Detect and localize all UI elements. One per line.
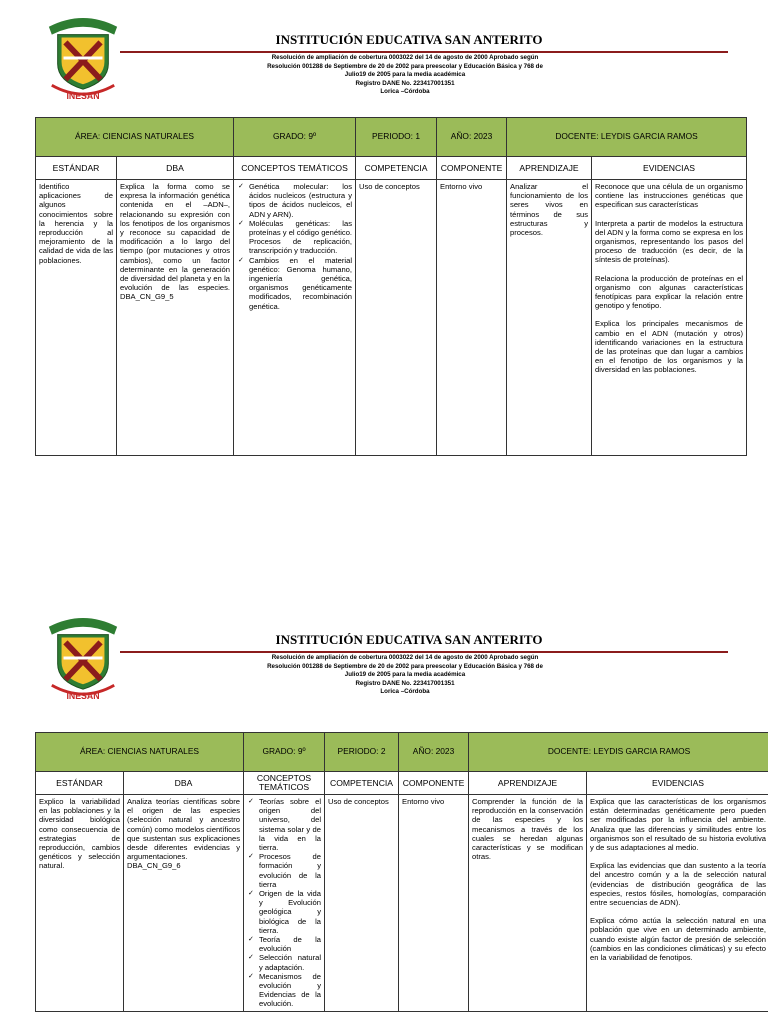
school-logo-icon: [44, 12, 122, 102]
plan-content-row: [36, 180, 747, 456]
evidence-cell: [592, 180, 747, 456]
column-header: COMPETENCIA: [325, 772, 399, 795]
resolution-line: Resolución de ampliación de cobertura 0003022 del 14 de agosto de 2000 Aprobado según: [271, 54, 539, 61]
resolution-line: Julio19 de 2005 para la media académica: [344, 71, 466, 78]
header-divider: [120, 51, 728, 53]
teacher-cell: DOCENTE: LEYDIS GARCIA RAMOS: [507, 118, 747, 157]
evidence-item: Relaciona la producción de proteínas en el organismo con algunas características fenotípicas para explicar la relación entre genotipo y fenotipo.: [595, 273, 744, 311]
concept-item: ✓ Cambios en el material genético: Genoma humano, ingeniería genética, organismos genéticamente modificados, recombinación genética.: [249, 256, 352, 311]
period-cell: PERIODO: 2: [325, 733, 399, 772]
evidence-item: Reconoce que una célula de un organismo contiene las instrucciones genéticas que especifican sus características: [595, 182, 744, 210]
column-header: EVIDENCIAS: [587, 772, 768, 795]
learning-cell: Analizar el funcionamiento de los seres vivos en términos de sus estructuras y procesos.: [507, 180, 592, 456]
concept-item: ✓ Selección natural y adaptación.: [259, 953, 321, 971]
plan-content-row: [36, 795, 768, 1012]
dba-cell: Explica la forma como se expresa la información genética contenida en el –ADN–, relacionando su expresión con los fenotipos de los organismos y reconoce su capacidad de modificación a lo largo del tiempo (por mutaciones y otros cambios), como un factor determinante en la generación de diversidad del planeta y en la evolución de las especies. DBA_CN_G9_5: [117, 180, 234, 456]
period-cell: PERIODO: 1: [356, 118, 437, 157]
document-header: [0, 0, 768, 110]
evidence-item: Explica las evidencias que dan sustento a la teoría del ancestro común y a la de selección natural (evidencias de distribución geográfica de las especies, restos fósiles, homologías, comparación entre secuencias de ADN).: [590, 861, 767, 908]
resolution-text: [240, 654, 570, 697]
column-header-row: [36, 157, 747, 180]
column-header: COMPETENCIA: [356, 157, 437, 180]
column-header: CONCEPTOS TEMÁTICOS: [244, 772, 325, 795]
grade-cell: GRADO: 9º: [234, 118, 356, 157]
teacher-cell: DOCENTE: LEYDIS GARCIA RAMOS: [469, 733, 768, 772]
school-name: INSTITUCIÓN EDUCATIVA SAN ANTERITO: [275, 32, 543, 47]
concept-item: ✓ Teorías sobre el origen del universo, del sistema solar y de la vida en la tierra.: [259, 797, 321, 852]
concepts-list: [247, 797, 321, 1009]
year-cell: AÑO: 2023: [437, 118, 507, 157]
evidence-cell: [587, 795, 768, 1012]
grade-cell: GRADO: 9º: [244, 733, 325, 772]
logo-text: INESAN: [66, 690, 100, 701]
concept-item: ✓ Genética molecular: los ácidos nucleicos (estructura y tipos de ácidos nucleicos, el ADN y ARN).: [249, 182, 352, 219]
evidence-item: Explica los principales mecanismos de cambio en el ADN (mutación y otros) identificando variaciones en la estructura de las proteínas que dan lugar a cambios en el fenotipo de los organismos y la diversidad en las poblaciones.: [595, 319, 744, 375]
column-header-row: [36, 772, 768, 795]
document-header: [0, 600, 768, 710]
plan-table: [35, 732, 768, 1012]
location: Lorica –Córdoba: [380, 688, 430, 695]
concept-item: ✓ Procesos de formación y evolución de la tierra: [259, 852, 321, 889]
component-cell: Entorno vivo: [399, 795, 469, 1012]
column-header: DBA: [124, 772, 244, 795]
standard-cell: Identifico aplicaciones de algunos conocimientos sobre la herencia y la reproducción al mejoramiento de la calidad de vida de las poblaciones.: [36, 180, 117, 456]
dane-registry: Registro DANE No. 223417001351: [355, 679, 455, 687]
component-cell: Entorno vivo: [437, 180, 507, 456]
logo-text: INESAN: [66, 90, 100, 101]
plan-meta-row: [36, 733, 768, 772]
competence-cell: Uso de conceptos: [325, 795, 399, 1012]
evidence-item: Explica cómo actúa la selección natural en una población que vive en un determinado ambiente, cuando existe algún factor de presión de selección (cambios en las condiciones climáticas) y su efecto en la variabilidad de fenotipos.: [590, 916, 767, 963]
competence-cell: Uso de conceptos: [356, 180, 437, 456]
column-header: CONCEPTOS TEMÁTICOS: [234, 157, 356, 180]
concept-item: ✓ Mecanismos de evolución y Evidencias de la evolución.: [259, 972, 321, 1009]
dba-cell: Analiza teorías científicas sobre el origen de las especies (selección natural y ancestro común) como modelos científicos que sustentan sus explicaciones desde diferentes evidencias y argumentaciones. DBA_CN_G9_6: [124, 795, 244, 1012]
plan-page-1: [0, 0, 768, 470]
concept-item: ✓ Moléculas genéticas: las proteínas y el código genético. Procesos de replicación, transcripción y traducción.: [249, 219, 352, 256]
dane-registry: Registro DANE No. 223417001351: [355, 79, 455, 87]
column-header: COMPONENTE: [399, 772, 469, 795]
column-header: ESTÁNDAR: [36, 157, 117, 180]
location: Lorica –Córdoba: [380, 88, 430, 95]
resolution-line: Resolución 001288 de Septiembre de 20 de 2002 para preescolar y Educación Básica y 768 de: [267, 62, 543, 70]
school-name: INSTITUCIÓN EDUCATIVA SAN ANTERITO: [275, 632, 543, 647]
column-header: COMPONENTE: [437, 157, 507, 180]
evidence-item: Interpreta a partir de modelos la estructura del ADN y la forma como se expresa en los organismos, representando los pasos del proceso de traducción (es decir, de la síntesis de proteínas).: [595, 218, 744, 265]
area-cell: ÁREA: CIENCIAS NATURALES: [36, 118, 234, 157]
resolution-line: Julio19 de 2005 para la media académica: [344, 671, 466, 678]
area-cell: ÁREA: CIENCIAS NATURALES: [36, 733, 244, 772]
standard-cell: Explico la variabilidad en las poblaciones y la diversidad biológica como consecuencia de estrategias de reproducción, cambios genéticos y selección natural.: [36, 795, 124, 1012]
plan-page-2: [0, 600, 768, 1024]
column-header: EVIDENCIAS: [592, 157, 747, 180]
learning-cell: Comprender la función de la reproducción en la conservación de las especies y los mecanismos a través de los cuales se heredan algunas características y se modifican otras.: [469, 795, 587, 1012]
column-header: APRENDIZAJE: [507, 157, 592, 180]
concepts-cell: [244, 795, 325, 1012]
plan-table: [35, 117, 747, 456]
resolution-line: Resolución 001288 de Septiembre de 20 de 2002 para preescolar y Educación Básica y 768 de: [267, 662, 543, 670]
school-logo-icon: [44, 612, 122, 702]
resolution-text: [240, 54, 570, 97]
year-cell: AÑO: 2023: [399, 733, 469, 772]
resolution-line: Resolución de ampliación de cobertura 0003022 del 14 de agosto de 2000 Aprobado según: [271, 654, 539, 661]
concept-item: ✓ Teoría de la evolución: [259, 935, 321, 953]
column-header: APRENDIZAJE: [469, 772, 587, 795]
concept-item: ✓ Origen de la vida y Evolución geológica y biológica de la tierra.: [259, 889, 321, 935]
column-header: DBA: [117, 157, 234, 180]
column-header: ESTÁNDAR: [36, 772, 124, 795]
concepts-list: [237, 182, 352, 311]
plan-meta-row: [36, 118, 747, 157]
concepts-cell: [234, 180, 356, 456]
header-divider: [120, 651, 728, 653]
evidence-item: Explica que las características de los organismos están determinadas genéticamente pero pueden ser modificadas por la influencia del ambiente. Analiza que las diferencias y similitudes entre los organismos son el resultado de su historia evolutiva y de sus adaptaciones al medio.: [590, 797, 767, 853]
